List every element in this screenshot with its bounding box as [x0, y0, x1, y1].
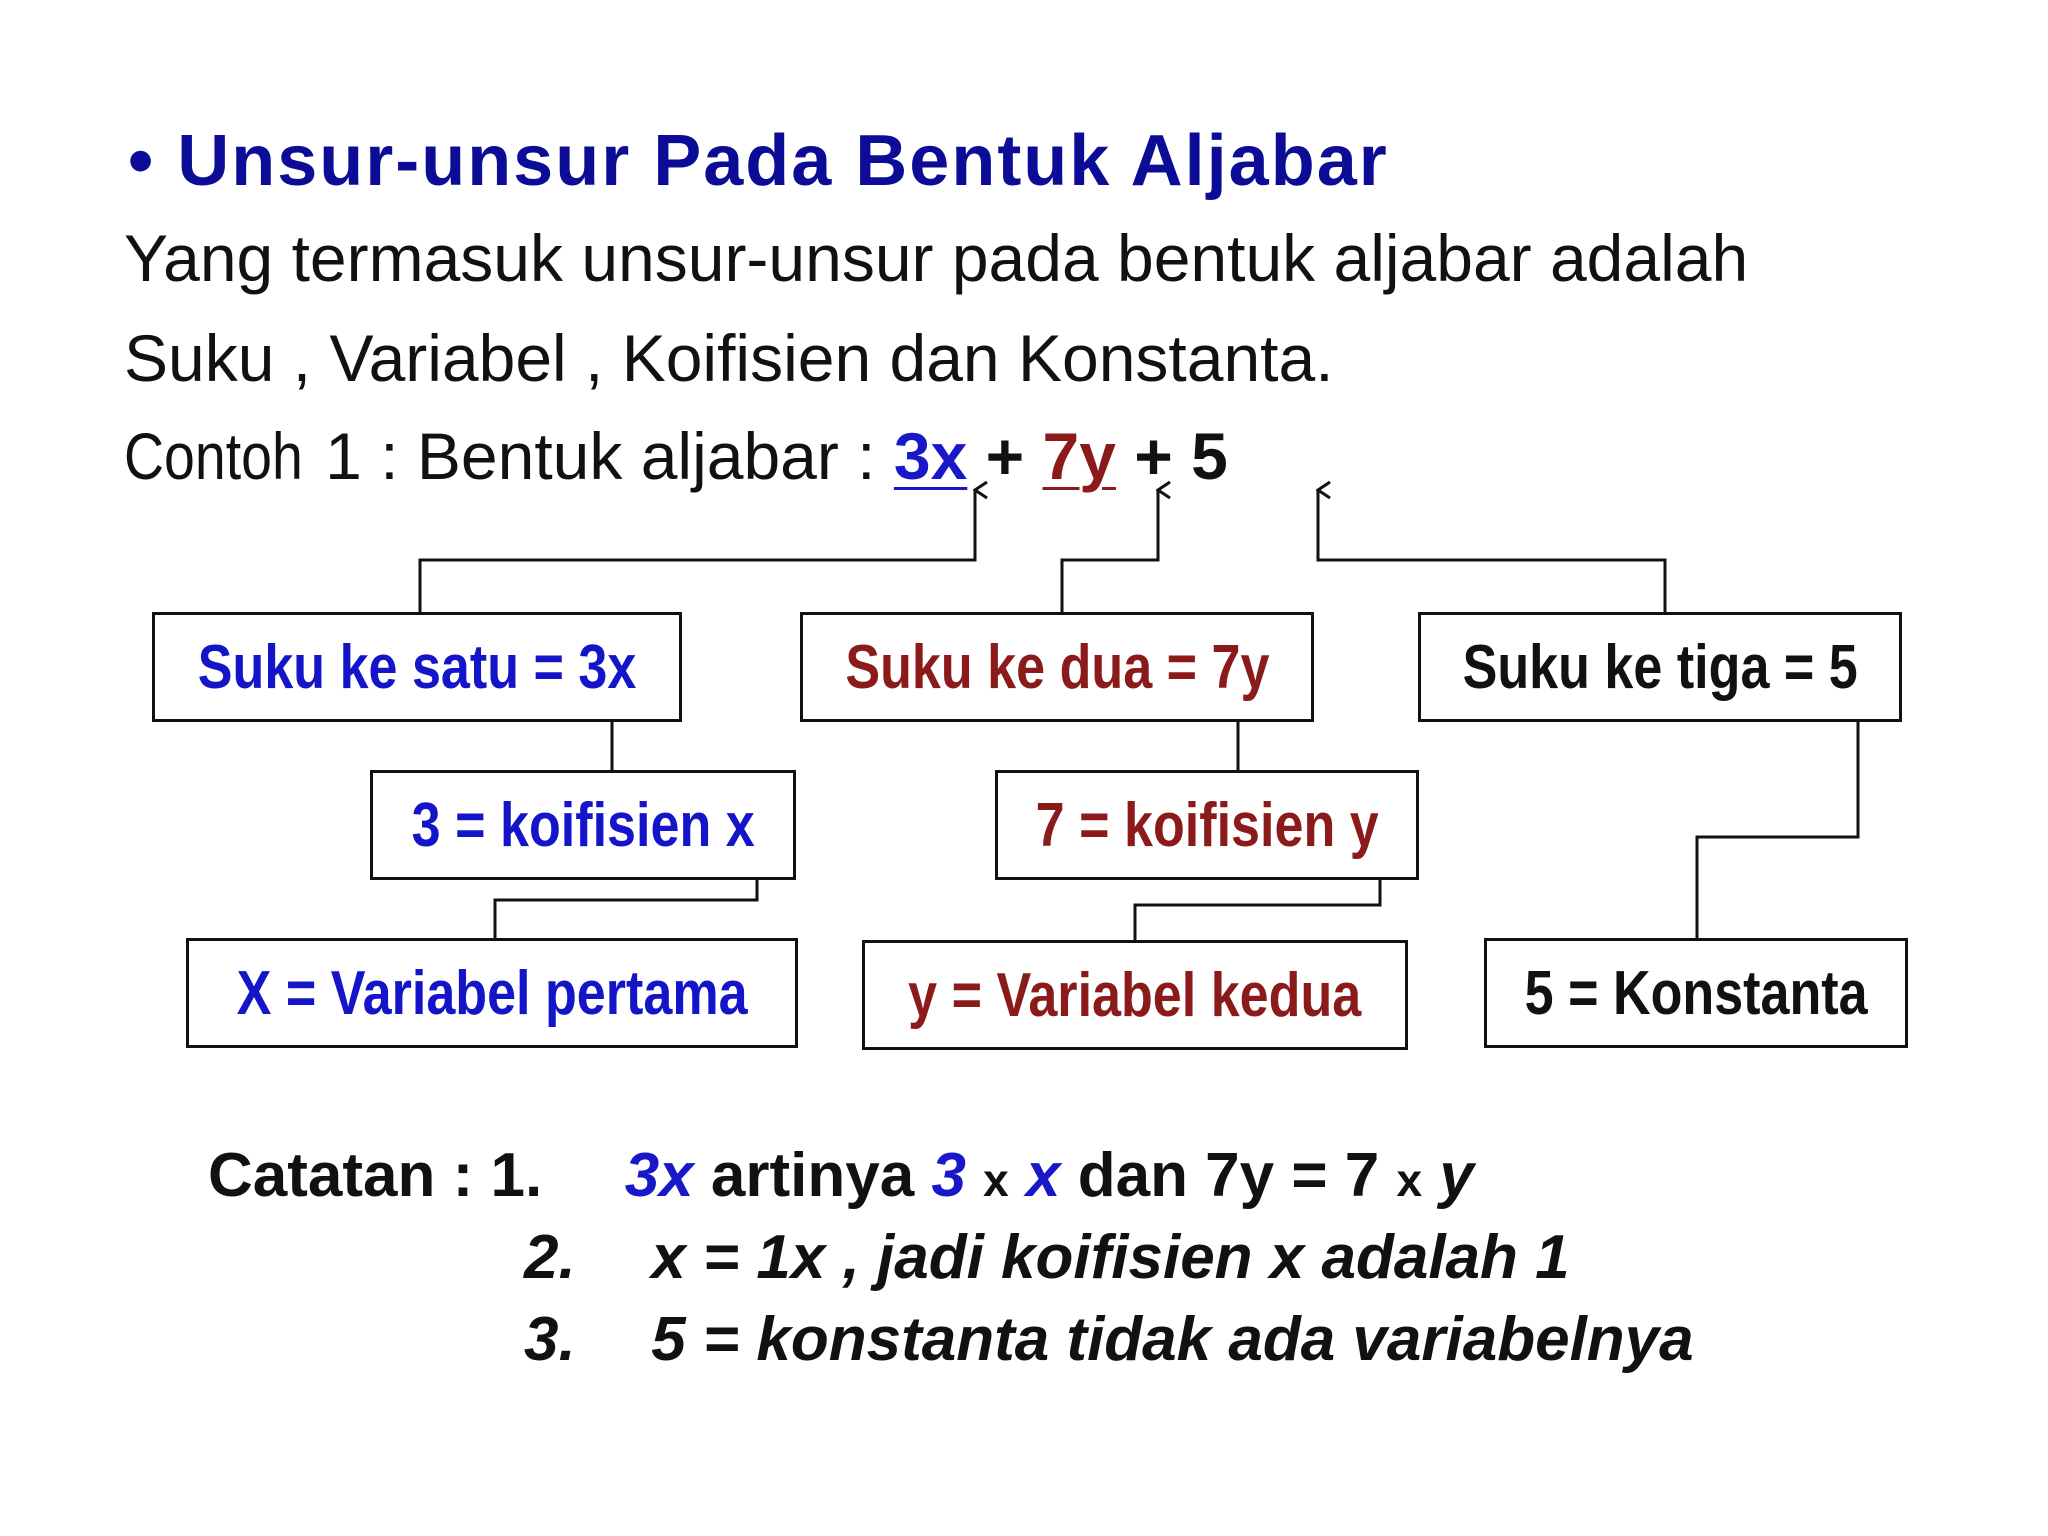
- note-1-3x: 3x: [624, 1141, 694, 1210]
- section-heading: • Unsur-unsur Pada Bentuk Aljabar: [128, 121, 1389, 201]
- note-row-3: [524, 1304, 1694, 1375]
- connector-suku1-to-3x: [420, 490, 975, 612]
- box-konstanta: [1484, 938, 1908, 1048]
- note-1-y: y: [1439, 1141, 1474, 1210]
- note-3-number: 3.: [524, 1305, 576, 1374]
- note-1-artinya: artinya: [710, 1141, 915, 1210]
- box-suku-satu: [152, 612, 682, 722]
- intro-line-2: Suku , Variabel , Koifisien dan Konstanta.: [124, 321, 1334, 395]
- note-1-number: 1.: [490, 1141, 543, 1210]
- note-1-times-2: x: [1396, 1154, 1423, 1206]
- note-2-number: 2.: [524, 1223, 576, 1292]
- connector-suku2-to-7y: [1062, 490, 1158, 612]
- note-row-1: [208, 1140, 1474, 1211]
- term-7y: 7y: [1042, 419, 1116, 493]
- box-suku-satu-label: Suku ke satu = 3x: [197, 632, 637, 702]
- term-5: 5: [1191, 419, 1228, 493]
- box-variabel-x: [186, 938, 798, 1048]
- note-row-2: [524, 1222, 1570, 1293]
- box-variabel-y-label: y = Variabel kedua: [908, 960, 1362, 1030]
- note-1-x: x: [1026, 1141, 1061, 1210]
- term-3x: 3x: [893, 419, 968, 493]
- box-suku-dua-label: Suku ke dua = 7y: [844, 632, 1270, 702]
- note-1-3: 3: [931, 1141, 966, 1210]
- note-2-text: x = 1x , jadi koifisien x adalah 1: [651, 1223, 1570, 1292]
- plus-sign-2: +: [1134, 419, 1173, 493]
- box-koifisien-x: [370, 770, 796, 880]
- box-koifisien-y-label: 7 = koifisien y: [1035, 790, 1379, 860]
- connector-suku3-to-5: [1318, 490, 1665, 612]
- note-1-times-1: x: [983, 1154, 1009, 1206]
- box-suku-dua: [800, 612, 1314, 722]
- note-3-text: 5 = konstanta tidak ada variabelnya: [651, 1305, 1694, 1374]
- note-1-dan: dan 7y = 7: [1077, 1141, 1380, 1210]
- box-variabel-y: [862, 940, 1408, 1050]
- box-variabel-x-label: X = Variabel pertama: [236, 958, 748, 1028]
- box-konstanta-label: 5 = Konstanta: [1524, 958, 1868, 1028]
- plus-sign-1: +: [985, 419, 1025, 493]
- notes-label: Catatan :: [208, 1141, 474, 1210]
- box-suku-tiga: [1418, 612, 1902, 722]
- example-text: 1 : Bentuk aljabar :: [325, 419, 876, 493]
- example-label: Contoh: [124, 419, 303, 493]
- intro-line-1: Yang termasuk unsur-unsur pada bentuk aljabar adalah: [124, 221, 1749, 295]
- box-koifisien-y: [995, 770, 1419, 880]
- box-suku-tiga-label: Suku ke tiga = 5: [1462, 632, 1858, 702]
- connector-konst-to-suku3: [1697, 690, 1858, 938]
- box-koifisien-x-label: 3 = koifisien x: [411, 790, 755, 860]
